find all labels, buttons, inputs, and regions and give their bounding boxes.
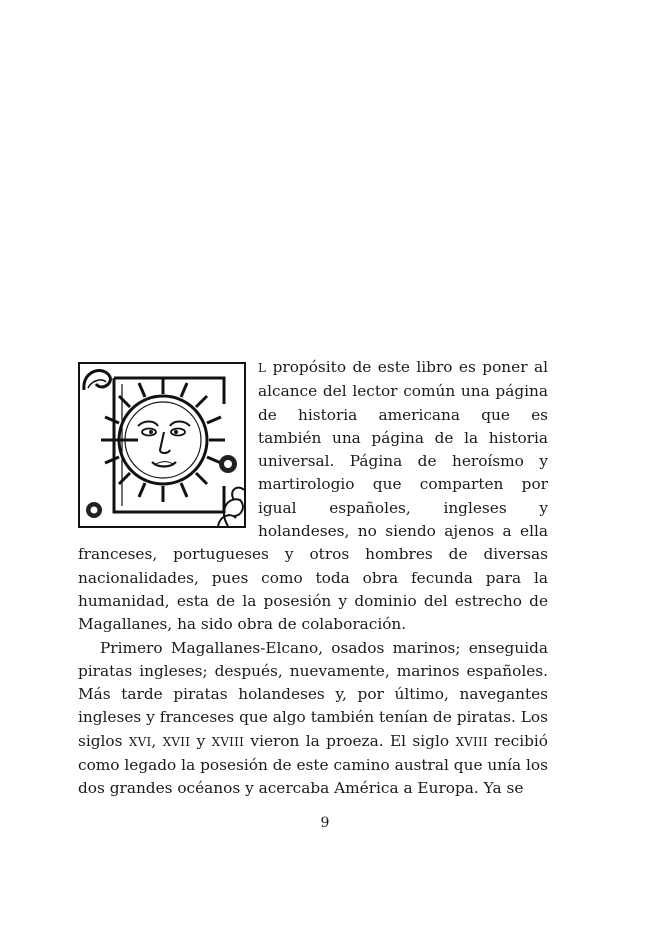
body-text — [78, 356, 548, 801]
separator-2: y — [190, 731, 212, 750]
century-xviii: XVIII — [211, 734, 245, 749]
drop-cap — [78, 360, 248, 530]
paragraph-1-text: propósito de este libro es poner al alcance del lector común una página de historia americana que es también una página de la historia universal. Página de heroísmo y martirologio que comparten por igual españoles, ingleses y holandeses, no siendo ajenos a ella franceses, portugueses y otros hombres de diversas nacionalidades, pues como toda obra fecunda para la humanidad, esta de la posesión y dominio del estrecho de Magallanes, ha sido obra de colaboración. — [78, 358, 548, 634]
century-xvii: XVII — [162, 734, 191, 749]
paragraph-2 — [78, 637, 548, 801]
first-word-remainder: L — [258, 361, 267, 375]
century-xviii-second: XVIII — [455, 734, 488, 749]
paragraph-2-text-after: recibió como legado la posesión de este camino austral que unía los dos grandes océanos y acercaba América a Europa. Ya se — [78, 731, 548, 798]
separator-1: , — [151, 731, 163, 750]
sun-face-illuminated-initial-icon — [78, 360, 248, 530]
paragraph-2-text-before: Primero Magallanes-Elcano, osados marinos; enseguida piratas ingleses; después, nuevamente, marinos españoles. Más tarde piratas holandeses y, por último, navegantes ingleses y franceses que algo también tenían de piratas. Los siglos — [78, 638, 548, 750]
page-number: 9 — [320, 815, 330, 831]
paragraph-1 — [78, 356, 548, 637]
paragraph-2-text-middle: vieron la proeza. El siglo — [244, 731, 456, 750]
century-xvi: XVI — [128, 734, 152, 749]
